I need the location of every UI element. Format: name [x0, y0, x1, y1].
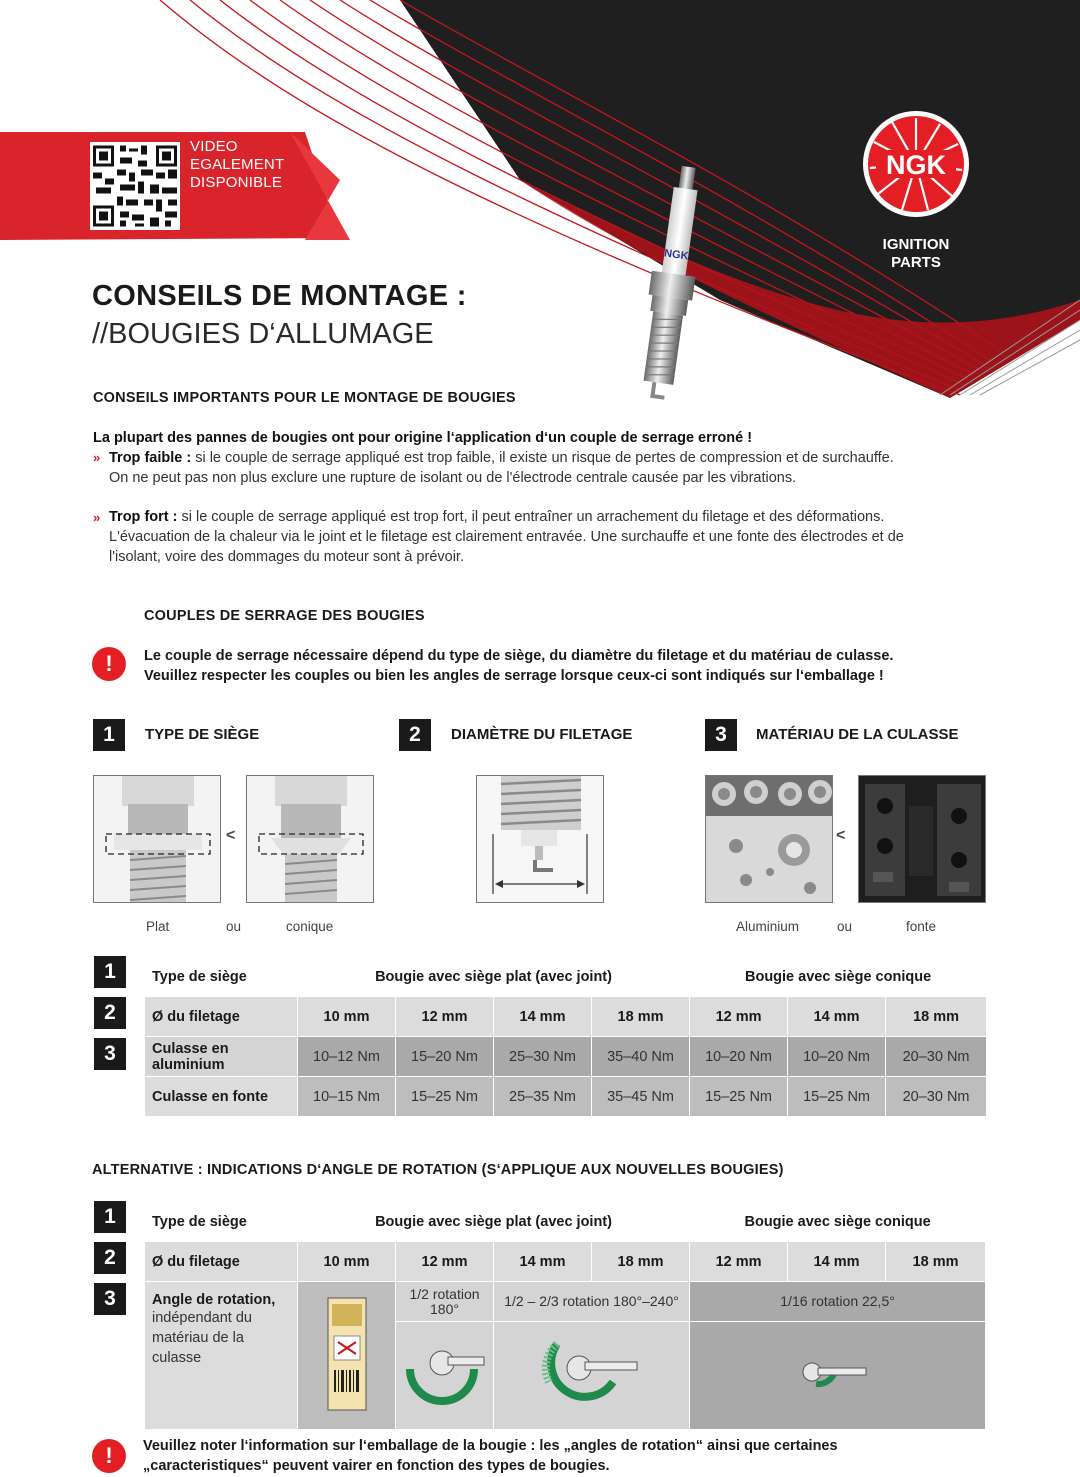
too-strong-text-2: L'évacuation de la chaleur via le joint et le filetage est clairement entravée. Une surchauffe et une fonte des électrodes et de — [109, 529, 904, 545]
table1-alu-cell: 20–30 Nm — [886, 1037, 987, 1077]
spark-plug-image — [600, 160, 720, 410]
factor-1-number: 1 — [93, 719, 125, 751]
video-line-2: EGALEMENT — [190, 156, 285, 173]
table1-alu-cell: 10–12 Nm — [298, 1037, 396, 1077]
table2-thread-cell: 18 mm — [592, 1242, 690, 1282]
table2-thread-cell: 14 mm — [494, 1242, 592, 1282]
footer-warning — [143, 1436, 838, 1476]
table2-angle-label-1: indépendant du — [152, 1310, 252, 1326]
rotation-sixteenth-icon — [788, 1354, 888, 1394]
caption-material-or: ou — [837, 919, 853, 934]
table2-thread-cell: 18 mm — [886, 1242, 986, 1282]
table1-row-number-1: 1 — [94, 956, 126, 988]
packaging-box-image — [322, 1296, 372, 1412]
too-strong-text-1: si le couple de serrage appliqué est trop fort, il peut entraîner un arrachement du filetage et des déformations. — [177, 509, 885, 525]
table1-thread-cell: 10 mm — [298, 997, 396, 1037]
alternative-heading: ALTERNATIVE : INDICATIONS D‘ANGLE DE ROTATION (S‘APPLIQUE AUX NOUVELLES BOUGIES) — [92, 1162, 784, 1178]
factor-1-label: TYPE DE SIÈGE — [145, 726, 260, 743]
table1-conic-header: Bougie avec siège conique — [690, 957, 987, 997]
cast-iron-head-image — [858, 775, 986, 903]
table1-thread-cell: 18 mm — [886, 997, 987, 1037]
footer-warning-line-1: Veuillez noter l‘information sur l‘emballage de la bougie : les „angles de rotation“ ainsi que certaines — [143, 1438, 838, 1454]
table2-angle-row — [145, 1282, 986, 1322]
table1-cast-cell: 35–45 Nm — [592, 1077, 690, 1117]
table1-alu-cell: 10–20 Nm — [788, 1037, 886, 1077]
rotation-diagram-sixteenth-cell — [690, 1322, 986, 1430]
table1-alu-row — [145, 1037, 987, 1077]
bullet-weak: » — [93, 450, 101, 465]
table1-alu-cell: 10–20 Nm — [690, 1037, 788, 1077]
too-weak-text-1: si le couple de serrage appliqué est trop faible, il existe un risque de pertes de compression et de surchauffe. — [191, 450, 894, 466]
table1-cast-cell: 15–25 Nm — [788, 1077, 886, 1117]
table2-conic-header: Bougie avec siège conique — [690, 1202, 986, 1242]
table2-row-number-2: 2 — [94, 1242, 126, 1274]
page-title: CONSEILS DE MONTAGE : — [92, 280, 467, 312]
too-weak-label: Trop faible : — [109, 450, 192, 466]
table1-thread-cell: 18 mm — [592, 997, 690, 1037]
table2-flat-header: Bougie avec siège plat (avec joint) — [298, 1202, 690, 1242]
factor-3-number: 3 — [705, 719, 737, 751]
table1-cast-cell: 20–30 Nm — [886, 1077, 987, 1117]
table2-thread-cell: 10 mm — [298, 1242, 396, 1282]
qr-code[interactable] — [90, 142, 180, 230]
conical-seat-image — [246, 775, 374, 903]
table1-seat-row — [145, 957, 987, 997]
table1-thread-cell: 12 mm — [690, 997, 788, 1037]
table1-alu-cell: 25–30 Nm — [494, 1037, 592, 1077]
caption-cast-iron: fonte — [906, 919, 937, 934]
material-compare-sign: < — [836, 827, 846, 844]
table1-cast-cell: 25–35 Nm — [494, 1077, 592, 1117]
packaging-image-cell — [298, 1282, 396, 1430]
table1-thread-row — [145, 997, 987, 1037]
table2-rot-12-line-2: 180° — [430, 1300, 459, 1317]
table2-thread-cell: 12 mm — [396, 1242, 494, 1282]
caption-aluminium: Aluminium — [736, 919, 800, 934]
important-lead: La plupart des pannes de bougies ont pour origine l‘application d‘un couple de serrage erroné ! — [93, 430, 753, 446]
table1-thread-cell: 12 mm — [396, 997, 494, 1037]
too-strong-label: Trop fort : — [109, 509, 178, 525]
table2-rot-12 — [396, 1282, 494, 1322]
torque-table — [144, 956, 987, 1117]
table2-angle-label — [145, 1282, 298, 1430]
couples-warning-line-2: Veuillez respecter les couples ou bien les angles de serrage lorsque ceux-ci sont indiqués sur l‘emballage ! — [144, 668, 884, 684]
table1-row-number-2: 2 — [94, 997, 126, 1029]
table2-seat-label: Type de siège — [145, 1202, 298, 1242]
footer-warning-line-2: „caracteristiques“ peuvent vairer en fonction des types de bougies. — [143, 1458, 610, 1474]
table1-thread-cell: 14 mm — [494, 997, 592, 1037]
table1-cast-row — [145, 1077, 987, 1117]
caption-flat: Plat — [146, 919, 170, 934]
ignition-parts-line-1: IGNITION — [882, 236, 950, 253]
caption-seat-or: ou — [226, 919, 242, 934]
video-line-1: VIDEO — [190, 138, 238, 155]
table2-row-number-1: 1 — [94, 1201, 126, 1233]
video-available-label — [190, 138, 284, 192]
table1-thread-cell: 14 mm — [788, 997, 886, 1037]
important-heading: CONSEILS IMPORTANTS POUR LE MONTAGE DE BOUGIES — [93, 390, 516, 406]
table1-cast-cell: 15–25 Nm — [690, 1077, 788, 1117]
seat-compare-sign: < — [226, 827, 236, 844]
aluminium-head-image — [705, 775, 833, 903]
rotation-diagram-half-cell — [396, 1322, 494, 1430]
video-line-3: DISPONIBLE — [190, 174, 283, 191]
table1-thread-label: Ø du filetage — [145, 997, 298, 1037]
table2-thread-label: Ø du filetage — [145, 1242, 298, 1282]
rotation-angle-table — [144, 1201, 986, 1430]
table1-alu-cell: 35–40 Nm — [592, 1037, 690, 1077]
ngk-logo — [862, 110, 970, 218]
table2-angle-label-bold: Angle de rotation, — [152, 1292, 276, 1308]
table2-angle-label-3: culasse — [152, 1350, 202, 1366]
table1-alu-label-1: Culasse en — [152, 1040, 229, 1057]
table2-rot-14-18: 1/2 – 2/3 rotation 180°–240° — [494, 1282, 690, 1322]
couples-warning-line-1: Le couple de serrage nécessaire dépend du type de siège, du diamètre du filetage et du matériau de culasse. — [144, 648, 894, 664]
table2-thread-row — [145, 1242, 986, 1282]
table1-cast-cell: 15–25 Nm — [396, 1077, 494, 1117]
page-subtitle: //BOUGIES D‘ALLUMAGE — [92, 318, 434, 350]
table1-alu-label-2: aluminium — [152, 1056, 225, 1073]
too-strong-text-3: l'isolant, voire des dommages du moteur sont à prévoir. — [109, 549, 464, 565]
flat-seat-image — [93, 775, 221, 903]
caption-conical: conique — [286, 919, 334, 934]
table2-rot-conic: 1/16 rotation 22,5° — [690, 1282, 986, 1322]
factor-2-number: 2 — [399, 719, 431, 751]
rotation-half-icon — [400, 1339, 490, 1409]
table2-seat-row — [145, 1202, 986, 1242]
table1-cast-cell: 10–15 Nm — [298, 1077, 396, 1117]
thread-diameter-image — [476, 775, 604, 903]
couples-heading: COUPLES DE SERRAGE DES BOUGIES — [144, 608, 425, 624]
table1-flat-header: Bougie avec siège plat (avec joint) — [298, 957, 690, 997]
table1-seat-label: Type de siège — [145, 957, 298, 997]
too-weak-text-2: On ne peut pas non plus exclure une rupture de isolant ou de l'électrode centrale causée par les vibrations. — [109, 470, 797, 486]
table2-rot-12-line-1: 1/2 rotation — [409, 1285, 480, 1302]
couples-warning — [144, 646, 893, 686]
warning-icon: ! — [92, 647, 126, 681]
ignition-parts-line-2: PARTS — [891, 254, 941, 271]
table1-cast-label: Culasse en fonte — [145, 1077, 298, 1117]
spark-plug-label: NGK — [663, 247, 690, 263]
too-weak-paragraph — [109, 448, 1039, 488]
table1-alu-label — [145, 1037, 298, 1077]
factor-3-label: MATÉRIAU DE LA CULASSE — [756, 726, 959, 743]
table1-alu-cell: 15–20 Nm — [396, 1037, 494, 1077]
rotation-two-thirds-icon — [527, 1334, 657, 1414]
bullet-strong: » — [93, 510, 101, 525]
factor-2-label: DIAMÈTRE DU FILETAGE — [451, 726, 633, 743]
table2-angle-label-2: matériau de la — [152, 1330, 244, 1346]
table2-row-number-3: 3 — [94, 1283, 126, 1315]
table2-thread-cell: 12 mm — [690, 1242, 788, 1282]
ignition-parts-label — [860, 236, 972, 272]
footer-warning-icon: ! — [92, 1439, 126, 1473]
too-strong-paragraph — [109, 507, 1039, 567]
table2-thread-cell: 14 mm — [788, 1242, 886, 1282]
rotation-diagram-two-thirds-cell — [494, 1322, 690, 1430]
table1-row-number-3: 3 — [94, 1038, 126, 1070]
ngk-logo-text: NGK — [886, 150, 946, 180]
